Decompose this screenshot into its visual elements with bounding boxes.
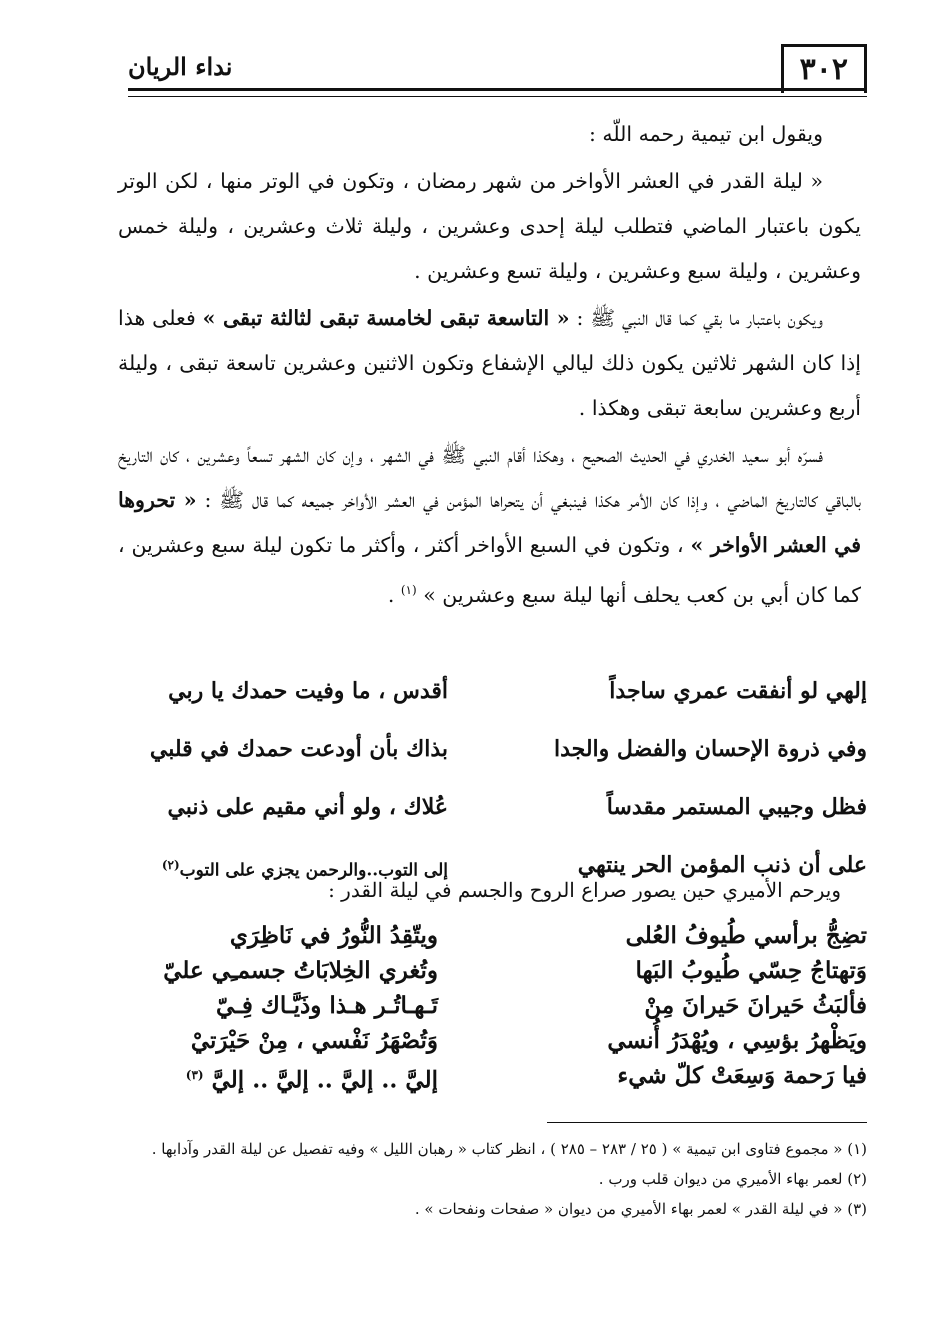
verse-second-half: تَـهـاتُـر هـذا وذَيَّـاك فِـيّ (215, 992, 438, 1019)
hadith-quote: « التاسعة تبقى لخامسة تبقى لثالثة تبقى » (202, 306, 570, 330)
paragraph-intro: ويقول ابن تيمية رحمه اللّه : (588, 122, 823, 146)
poem-verse (118, 778, 867, 836)
paragraph-abu-saeed (118, 433, 861, 618)
verse-first-half: إلهي لو أنفقت عمري ساجداً (609, 678, 867, 704)
verse-first-half: وفي ذروة الإحسان والفضل والجدا (553, 736, 867, 762)
footnote-number: (٣) (847, 1200, 867, 1218)
text-run: فعلى هذا إذا كان الشهر ثلاثين يكون ذلك ليالي الإشفاع وتكون الاثنين وعشرين تاسعة تبقى ، وليلة أربع وعشرين سابعة تبقى وهكذا . (118, 306, 861, 420)
footnotes (118, 1134, 867, 1224)
text-run: . (387, 582, 401, 607)
poem-verse (118, 720, 867, 778)
footnote-text: « مجموع فتاوى ابن تيمية » ( ٢٥ / ٢٨٣ – ٢٨٥ ) ، انظر كتاب « رهبان الليل » وفيه تفصيل عن ليلة القدر وآدابها . (151, 1140, 843, 1158)
footnote (118, 1134, 867, 1164)
poem-verse (118, 662, 867, 720)
verse-first-half: وَتهتاجُ حِسّي طُيوبُ البَها (635, 957, 867, 984)
verse-first-half: تضِجُّ برأسي طُيوفُ العُلى (625, 922, 867, 949)
poem-second (118, 918, 867, 1093)
verse-second-half: عُلاك ، ولو أني مقيم على ذنبي (167, 794, 448, 820)
footnote-ref: (١) (400, 583, 417, 597)
poem-verse (118, 1023, 867, 1058)
verse-second-half: بذاك بأن أودعت حمدك في قلبي (149, 736, 448, 762)
verse-second-half: وتُغري الخِلابَاتُ جسمـِي عليّ (163, 957, 438, 984)
verse-first-half: فظل وجيبي المستمر مقدساً (606, 794, 867, 820)
text-run: إلى التوب..والرحمن يجزي على التوب (179, 860, 448, 881)
verse-second-half: ويتّقِدُ النُّورُ في نَاظِرَي (229, 922, 438, 949)
footnote-number: (٢) (847, 1170, 867, 1188)
text-run: ، وتكون في السبع الأواخر أكثر ، وأكثر ما تكون ليلة سبع وعشرين ، كما كان أبي بن كعب يحلف أنها ليلة سبع وعشرين » (118, 533, 861, 607)
verse-second-half: وَتُصْهَرُ نَفْسي ، مِنْ حَيْرَتيْ (190, 1027, 438, 1054)
paragraph-remaining (118, 296, 861, 431)
verse-first-half: فيا رَحمة وَسِعَتْ كلّ شيء (617, 1062, 867, 1089)
verse-first-half: فألبَثُ حَيرانَ حَيرانَ مِنْ (644, 992, 867, 1019)
text-run: ويكون باعتبار ما بقي كما قال النبي ﷺ : (576, 306, 823, 330)
poem-second-intro: ويرحم الأميري حين يصور صراع الروح والجسم في ليلة القدر : (328, 878, 841, 902)
footnote-number: (١) (847, 1140, 867, 1158)
verse-second-half: أقدس ، ما وفيت حمدك يا ربي (168, 678, 448, 704)
verse-first-half: على أن ذنب المؤمن الحر ينتهي (577, 852, 867, 878)
page-number: ٣٠٢ (781, 44, 867, 93)
text-run: إليَّ .. إليَّ .. إليَّ .. إليَّ (211, 1066, 438, 1094)
running-title: نداء الريان (128, 52, 233, 81)
paragraph-quote-ibn-taymiyya: « ليلة القدر في العشر الأواخر من شهر رمضان ، وتكون في الوتر منها ، لكن الوتر يكون باعتبار الماضي فتطلب ليلة إحدى وعشرين ، وليلة ثلاث وعشرين ، وليلة خمس وعشرين ، وليلة سبع وعشرين ، وليلة تسع وعشرين . (118, 169, 861, 283)
poem-verse (118, 918, 867, 953)
poem-verse (118, 988, 867, 1023)
footnote-text: لعمر بهاء الأميري من ديوان قلب ورب . (598, 1170, 843, 1188)
footnote-ref: (٣) (185, 1068, 204, 1082)
poem-first (118, 662, 867, 894)
verse-first-half: ويَظْهرُ بؤسِي ، ويُهْدَرُ أُنسي (607, 1027, 867, 1054)
poem-verse (118, 1058, 867, 1093)
hadith-quote: « تحروها في العشر الأواخر » (118, 488, 861, 557)
footnote-text: « في ليلة القدر » لعمر بهاء الأميري من ديوان « صفحات ونفحات » . (414, 1200, 843, 1218)
footnote-ref: (٢) (161, 858, 180, 872)
text-run: فسرّه أبو سعيد الخدري في الحديث الصحيح ، وهكذا أقام النبي ﷺ في الشهر ، وإن كان الشهر تسعاً وعشرين ، كان التاريخ بالباقي كالتاريخ الماضي ، وإذا كان الأمر هكذا فينبغي أن يتحراها المؤمن في العشر الأواخر جميعه كما قال ﷺ : (118, 443, 861, 512)
footnote (118, 1164, 867, 1194)
main-text (118, 112, 861, 620)
poem-verse (118, 953, 867, 988)
header-rule (128, 88, 867, 97)
footnote (118, 1194, 867, 1224)
verse-second-half (118, 1058, 438, 1093)
page-header (128, 44, 867, 94)
footnote-rule (547, 1122, 867, 1123)
